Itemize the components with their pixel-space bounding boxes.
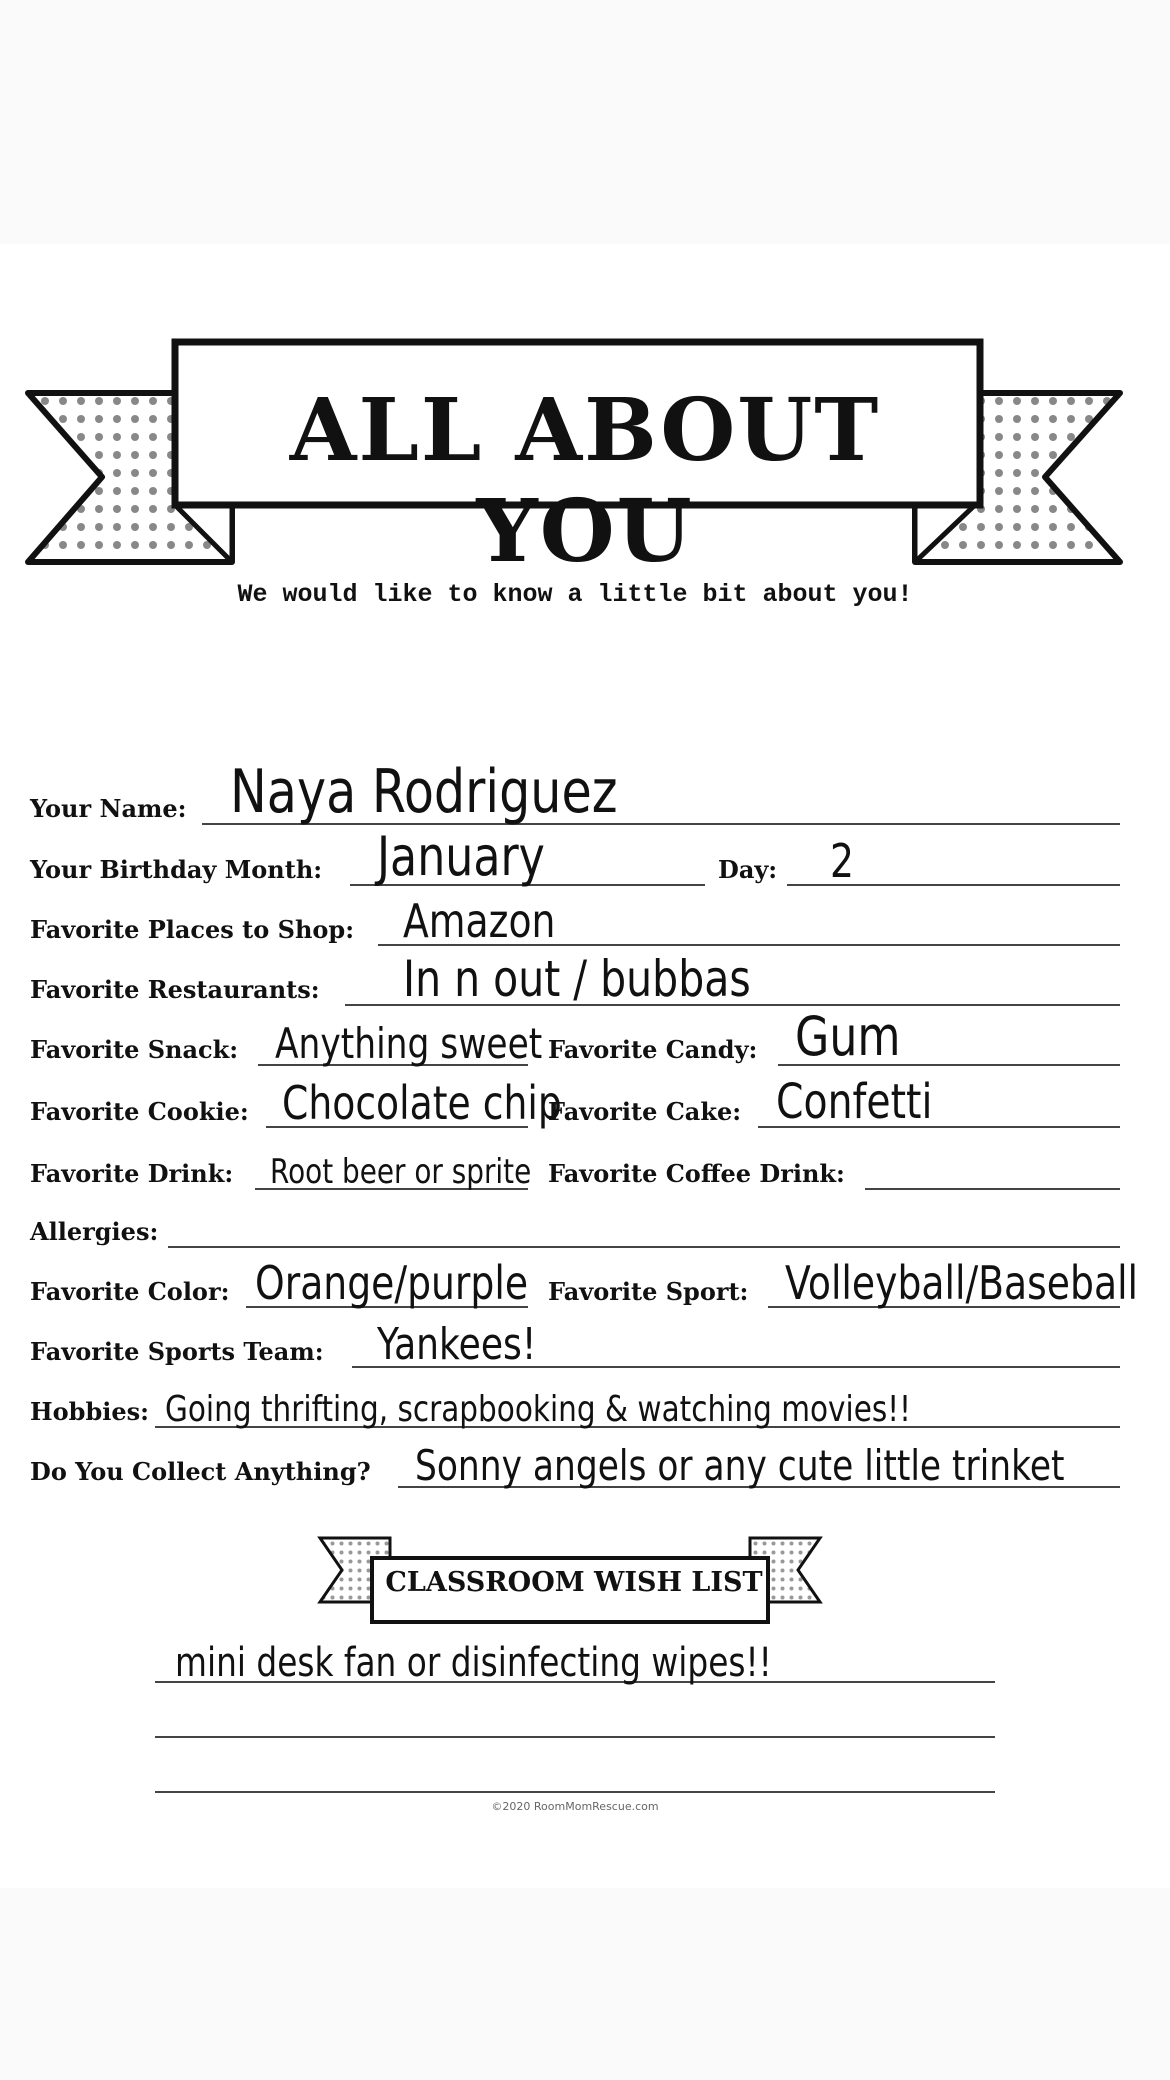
- cake-label: Favorite Cake:: [548, 1097, 742, 1126]
- birthday-month-value[interactable]: January: [377, 825, 545, 888]
- cake-value[interactable]: Confetti: [776, 1074, 933, 1130]
- birthday-row: [30, 825, 1120, 892]
- sport-value[interactable]: Volleyball/Baseball: [785, 1256, 1139, 1310]
- hobbies-label: Hobbies:: [30, 1397, 150, 1426]
- wishlist-line-2: [155, 1736, 995, 1738]
- wishlist-item-1[interactable]: mini desk fan or disinfecting wipes!!: [175, 1640, 772, 1686]
- cookie-label: Favorite Cookie:: [30, 1097, 249, 1126]
- hobbies-value[interactable]: Going thrifting, scrapbooking & watching movies!!: [165, 1389, 911, 1430]
- shop-value[interactable]: Amazon: [403, 894, 556, 948]
- allergies-label: Allergies:: [30, 1217, 159, 1246]
- drink-label: Favorite Drink:: [30, 1159, 234, 1188]
- page-subtitle: We would like to know a little bit about you!: [237, 580, 913, 609]
- restaurants-value[interactable]: In n out / bubbas: [403, 950, 751, 1008]
- candy-label: Favorite Candy:: [548, 1035, 758, 1064]
- cookie-value[interactable]: Chocolate chip: [282, 1076, 562, 1130]
- name-value[interactable]: Naya Rodriguez: [230, 757, 618, 827]
- color-value[interactable]: Orange/purple: [255, 1256, 529, 1310]
- sports-team-value[interactable]: Yankees!: [377, 1319, 537, 1370]
- page-title: ALL ABOUT YOU: [289, 380, 881, 582]
- shop-row: [30, 896, 1120, 952]
- restaurants-label: Favorite Restaurants:: [30, 975, 320, 1004]
- collect-value[interactable]: Sonny angels or any cute little trinket: [415, 1441, 1065, 1490]
- coffee-drink-label: Favorite Coffee Drink:: [548, 1159, 845, 1188]
- allergies-line: [168, 1246, 1120, 1248]
- color-sport-row: [30, 1256, 1139, 1314]
- drink-value[interactable]: Root beer or sprite: [270, 1152, 532, 1192]
- sports-team-row: [30, 1318, 1120, 1374]
- wishlist-line-3: [155, 1791, 995, 1793]
- snack-value[interactable]: Anything sweet: [275, 1019, 543, 1068]
- shop-label: Favorite Places to Shop:: [30, 915, 355, 944]
- allergies-row: [30, 1198, 1120, 1254]
- collect-row: [30, 1438, 1120, 1494]
- hobbies-row: [30, 1378, 1120, 1434]
- sport-label: Favorite Sport:: [548, 1277, 749, 1306]
- color-label: Favorite Color:: [30, 1277, 230, 1306]
- day-label: Day:: [718, 855, 778, 884]
- snack-label: Favorite Snack:: [30, 1035, 239, 1064]
- birthday-month-label: Your Birthday Month:: [30, 855, 323, 884]
- copyright-footer: ©2020 RoomMomRescue.com: [491, 1800, 659, 1813]
- snack-candy-row: [30, 1005, 1120, 1072]
- collect-label: Do You Collect Anything?: [30, 1457, 371, 1486]
- sports-team-label: Favorite Sports Team:: [30, 1337, 324, 1366]
- cookie-cake-row: [30, 1074, 1120, 1134]
- restaurants-row: [30, 950, 1120, 1012]
- wishlist-title: CLASSROOM WISH LIST: [385, 1567, 763, 1598]
- candy-value[interactable]: Gum: [795, 1005, 901, 1068]
- name-row: [30, 757, 1120, 831]
- coffee-drink-line: [865, 1188, 1120, 1190]
- drink-coffee-row: [30, 1140, 1120, 1196]
- name-label: Your Name:: [30, 794, 187, 823]
- day-value[interactable]: 2: [830, 834, 855, 888]
